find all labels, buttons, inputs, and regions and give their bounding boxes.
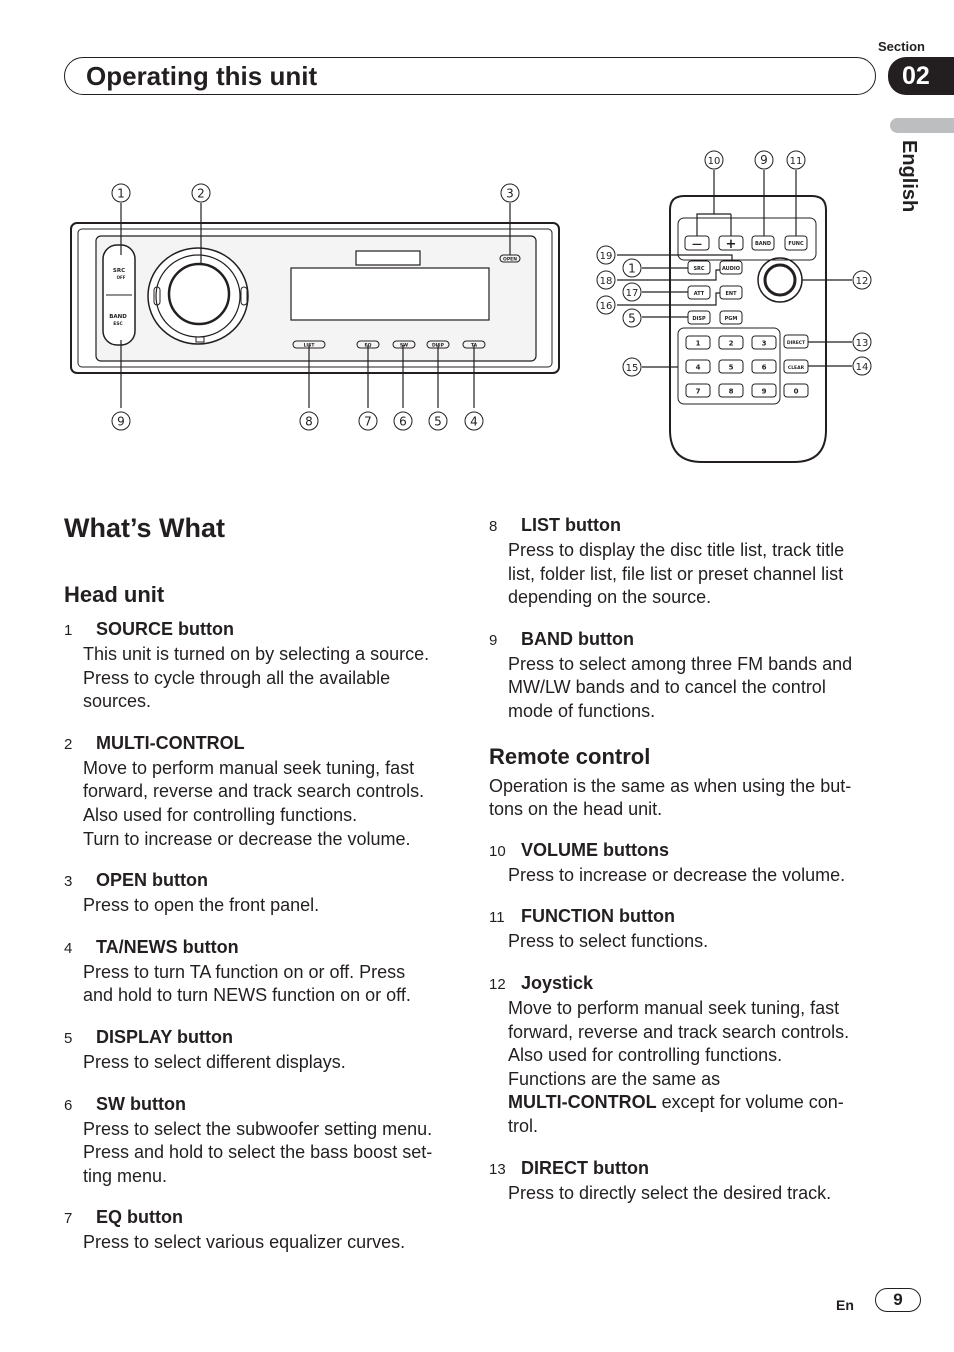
item-title [64, 1205, 464, 1231]
remote-audio-label: AUDIO [721, 266, 741, 272]
item-title-text: EQ button [96, 1207, 183, 1228]
item-title [64, 868, 464, 894]
hu-off-label: OFF [116, 275, 126, 280]
remote-key-0: 0 [793, 387, 799, 396]
item-title-text: SW button [96, 1093, 186, 1114]
callout-4 [465, 412, 483, 430]
item-number: 4 [64, 939, 73, 957]
item-description: Press to select different displays. [83, 1051, 346, 1072]
callout-9 [112, 412, 130, 430]
hu-band-label: BAND [109, 314, 127, 320]
item-title-text: VOLUME buttons [521, 839, 669, 860]
remote-illustration [670, 196, 826, 462]
remote-intro: Operation is the same as when using the but- tons on the head unit. [489, 775, 852, 820]
remote-key-2: 2 [728, 339, 734, 348]
svg-text:7: 7 [364, 414, 372, 429]
item-title [489, 971, 889, 997]
list-item [64, 868, 464, 918]
svg-text:4: 4 [470, 414, 478, 429]
callout-14 [853, 357, 871, 375]
item-description: Press to turn TA function on or off. Press and hold to turn NEWS function on or off. [83, 961, 411, 1006]
page-number: 9 [875, 1288, 921, 1312]
remote-key-3: 3 [761, 339, 767, 348]
remote-direct-label: DIRECT [786, 341, 806, 346]
callout-18 [597, 271, 615, 289]
item-number: 8 [489, 518, 498, 535]
svg-text:6: 6 [399, 414, 407, 429]
svg-text:13: 13 [855, 338, 869, 349]
svg-text:19: 19 [599, 251, 613, 262]
item-title [489, 513, 889, 539]
item-description: This unit is turned on by selecting a source. Press to cycle through all the available sources. [83, 644, 430, 712]
svg-text:16: 16 [599, 301, 613, 312]
item-title [489, 904, 889, 930]
item-title-text: DIRECT button [521, 1157, 649, 1178]
callout-12 [853, 271, 871, 289]
hu-open-label: OPEN [503, 257, 517, 263]
section-label: Section [878, 39, 925, 54]
hu-disp-label: DISP [432, 343, 444, 349]
list-item [64, 935, 464, 1008]
item-title [64, 1025, 464, 1051]
item-title-text: TA/NEWS button [96, 936, 239, 957]
item-description-bold: MULTI-CONTROL [508, 1092, 657, 1113]
callout-5-remote [623, 309, 641, 327]
item-description-part: Move to perform manual seek tuning, fast forward, reverse and track search controls. Also used for controlling functions. Functions are the same as [508, 997, 850, 1089]
list-item [64, 1025, 464, 1075]
callout-1-remote [623, 259, 641, 277]
item-description: Press to open the front panel. [83, 895, 320, 916]
callout-11 [787, 151, 805, 169]
callout-15 [623, 358, 641, 376]
svg-text:2: 2 [197, 186, 205, 201]
hu-sw-label: SW [399, 343, 409, 349]
remote-key-5: 5 [728, 363, 734, 372]
svg-text:9: 9 [117, 414, 125, 429]
svg-text:18: 18 [599, 276, 613, 287]
item-number: 11 [489, 909, 505, 927]
list-item [64, 731, 464, 851]
item-number: 1 [64, 622, 73, 639]
whats-what-heading: What’s What [64, 513, 225, 543]
item-number: 6 [64, 1096, 73, 1114]
svg-text:8: 8 [305, 414, 313, 429]
callout-8 [300, 412, 318, 430]
hu-esc-label: ESC [113, 322, 123, 327]
item-title-text: DISPLAY button [96, 1026, 234, 1047]
item-title [64, 617, 464, 643]
svg-text:1: 1 [628, 261, 636, 276]
item-number: 7 [64, 1210, 73, 1228]
svg-text:15: 15 [625, 363, 639, 374]
remote-ent-label: ENT [725, 291, 737, 297]
remote-pgm-label: PGM [724, 316, 738, 322]
right-column [489, 513, 889, 1222]
item-number: 2 [64, 735, 73, 753]
callout-6 [394, 412, 412, 430]
head-unit-item-list [64, 617, 464, 1255]
callout-5 [429, 412, 447, 430]
hu-ta-label: TA [470, 343, 478, 349]
item-title-text: OPEN button [96, 870, 208, 891]
item-description [489, 997, 889, 1139]
item-title [64, 935, 464, 961]
item-description: Move to perform manual seek tuning, fast forward, reverse and track search controls. Also used for controlling functions. Turn to increase or decrease the volume. [83, 757, 425, 849]
remote-band-label: BAND [754, 241, 772, 247]
list-item [489, 904, 889, 954]
remote-key-4: 4 [695, 363, 701, 372]
svg-text:17: 17 [625, 288, 639, 299]
item-title-text: SOURCE button [96, 619, 234, 639]
list-item [489, 627, 889, 724]
item-description: Press to increase or decrease the volume. [508, 864, 846, 885]
item-number: 9 [489, 631, 498, 649]
remote-att-label: ATT [693, 291, 705, 297]
item-description: Press to select functions. [508, 931, 709, 952]
list-item [489, 1156, 889, 1206]
remote-key-9: 9 [761, 387, 767, 396]
remote-clear-label: CLEAR [787, 366, 805, 371]
svg-text:5: 5 [628, 311, 636, 326]
list-item [489, 971, 889, 1139]
svg-text:9: 9 [760, 153, 768, 167]
remote-key-8: 8 [728, 387, 734, 396]
language-label: English [898, 140, 920, 213]
item-title [64, 1092, 464, 1118]
callout-13 [853, 333, 871, 351]
callout-1 [112, 184, 130, 202]
hu-eq-label: EQ [364, 343, 372, 349]
item-title-text: Joystick [521, 972, 594, 993]
svg-text:11: 11 [789, 156, 803, 167]
list-item [489, 838, 889, 888]
page-title: Operating this unit [86, 61, 318, 91]
item-title-text: BAND button [521, 628, 634, 649]
callout-2 [192, 184, 210, 202]
item-description-part: except for volume con- trol. [508, 1092, 844, 1136]
head-unit-item-list-continued [489, 513, 889, 724]
section-number-tab: 02 [888, 57, 954, 95]
item-title [489, 838, 889, 864]
remote-func-label: FUNC [788, 241, 804, 247]
remote-key-1: 1 [695, 339, 701, 348]
remote-key-6: 6 [761, 363, 767, 372]
callout-17 [623, 283, 641, 301]
callout-9-remote [755, 151, 773, 169]
remote-src-label: SRC [693, 266, 705, 272]
item-description: Press to select various equalizer curves. [83, 1232, 406, 1253]
footer-language: En [836, 1297, 854, 1313]
remote-control-heading: Remote control [489, 743, 651, 769]
remote-plus-label: + [725, 237, 737, 252]
head-unit-heading: Head unit [64, 582, 165, 607]
remote-disp-label: DISP [692, 316, 706, 322]
item-title [489, 627, 889, 653]
list-item [64, 617, 464, 714]
left-column [64, 512, 464, 1272]
svg-text:1: 1 [117, 186, 125, 201]
item-number: 3 [64, 873, 73, 891]
remote-key-7: 7 [695, 387, 701, 396]
callout-3 [501, 184, 519, 202]
item-title-text: LIST button [521, 515, 621, 535]
remote-minus-label: — [692, 239, 702, 250]
item-title-text: MULTI-CONTROL [96, 732, 245, 753]
item-description: Press to select among three FM bands and MW/LW bands and to cancel the control mode of functions. [508, 653, 853, 721]
list-item [64, 1205, 464, 1255]
callout-16 [597, 296, 615, 314]
item-number: 10 [489, 842, 506, 860]
item-number: 5 [64, 1029, 73, 1047]
item-description: Press to directly select the desired track. [508, 1182, 832, 1203]
item-description: Press to select the subwoofer setting menu. Press and hold to select the bass boost set- ting menu. [83, 1118, 433, 1186]
svg-text:10: 10 [707, 156, 721, 167]
head-unit-illustration [71, 223, 559, 373]
item-description: Press to display the disc title list, track title list, folder list, file list or preset channel list depending on the source. [508, 540, 845, 608]
callout-19 [597, 246, 615, 264]
list-item [64, 1092, 464, 1189]
item-number: 12 [489, 975, 506, 993]
list-item [489, 513, 889, 610]
callout-10 [705, 151, 723, 169]
item-title [64, 731, 464, 757]
svg-text:5: 5 [434, 414, 442, 429]
callout-7 [359, 412, 377, 430]
svg-text:14: 14 [855, 362, 869, 373]
item-number: 13 [489, 1160, 506, 1178]
item-title [489, 1156, 889, 1182]
hu-src-label: SRC [112, 268, 126, 274]
svg-text:3: 3 [506, 186, 514, 201]
svg-text:12: 12 [855, 276, 869, 287]
hu-list-label: LIST [303, 343, 315, 349]
remote-item-list [489, 838, 889, 1205]
unit-diagram [0, 0, 954, 480]
item-title-text: FUNCTION button [521, 906, 675, 927]
